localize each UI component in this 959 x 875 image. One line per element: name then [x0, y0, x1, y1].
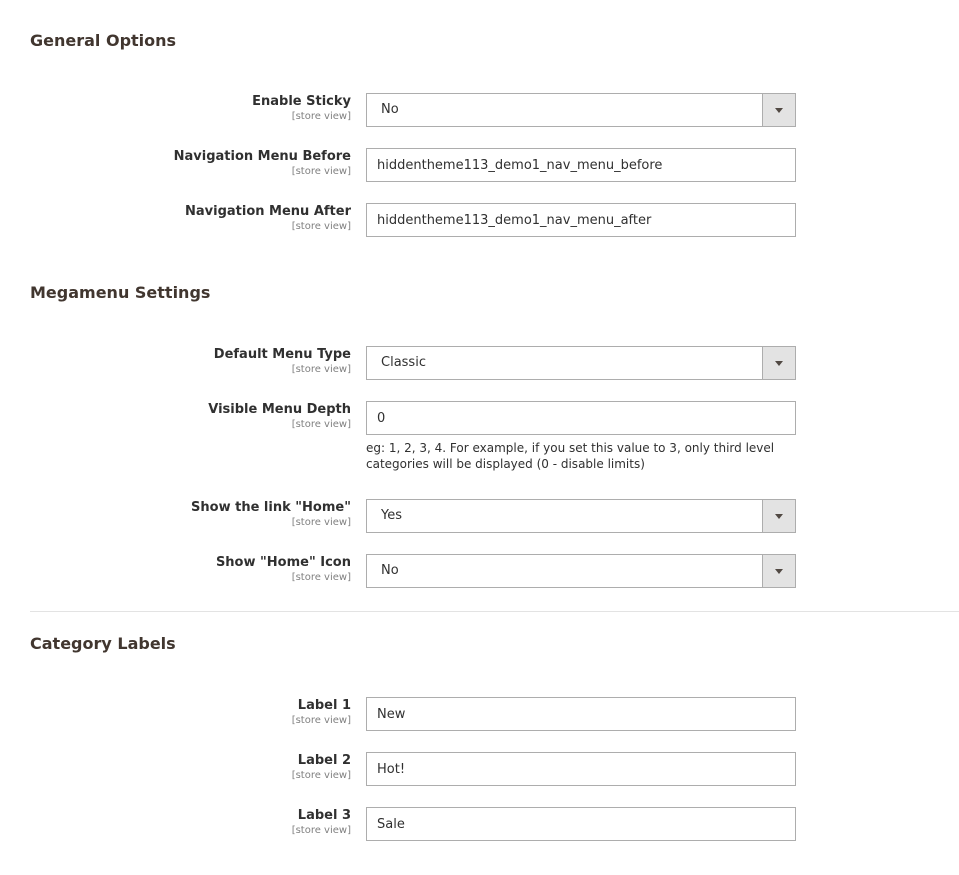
caret-down-icon	[775, 514, 783, 519]
enable-sticky-value: No	[381, 102, 399, 117]
select-toggle[interactable]	[762, 500, 795, 532]
field-row-nav-menu-after	[0, 203, 959, 237]
label-1-label: Label 1	[297, 698, 351, 713]
scope-label: [store view]	[291, 221, 351, 232]
default-menu-type-select[interactable]	[366, 346, 796, 380]
scope-label: [store view]	[291, 166, 351, 177]
field-label-group	[216, 554, 351, 584]
select-toggle[interactable]	[762, 555, 795, 587]
scope-label: [store view]	[291, 715, 351, 726]
nav-menu-after-input[interactable]	[366, 203, 796, 237]
field-label-group	[174, 148, 351, 178]
field-label-group	[292, 697, 351, 727]
label-1-input[interactable]	[366, 697, 796, 731]
scope-label: [store view]	[291, 770, 351, 781]
label-2-label: Label 2	[297, 753, 351, 768]
show-home-link-value: Yes	[381, 508, 402, 523]
field-label-group	[191, 499, 351, 529]
show-home-link-label: Show the link "Home"	[191, 500, 351, 515]
scope-label: [store view]	[291, 419, 351, 430]
nav-menu-before-input[interactable]	[366, 148, 796, 182]
field-label-group	[252, 93, 351, 123]
caret-down-icon	[775, 569, 783, 574]
enable-sticky-select[interactable]	[366, 93, 796, 127]
visible-menu-depth-label: Visible Menu Depth	[208, 402, 351, 417]
caret-down-icon	[775, 108, 783, 113]
label-3-label: Label 3	[297, 808, 351, 823]
field-row-label-2	[0, 752, 959, 786]
show-home-icon-label: Show "Home" Icon	[215, 555, 351, 570]
section-title-category-labels[interactable]: Category Labels	[30, 634, 176, 653]
field-row-enable-sticky	[0, 93, 959, 127]
select-toggle[interactable]	[762, 347, 795, 379]
label-3-input[interactable]	[366, 807, 796, 841]
field-row-label-3	[0, 807, 959, 841]
show-home-link-select[interactable]	[366, 499, 796, 533]
scope-label: [store view]	[291, 364, 351, 375]
field-row-nav-menu-before	[0, 148, 959, 182]
nav-menu-after-label: Navigation Menu After	[185, 204, 351, 219]
field-label-group	[185, 203, 351, 233]
field-label-group	[208, 401, 351, 431]
nav-menu-before-label: Navigation Menu Before	[173, 149, 351, 164]
section-title-megamenu-settings[interactable]: Megamenu Settings	[30, 283, 211, 302]
scope-label: [store view]	[291, 517, 351, 528]
section-divider	[30, 611, 959, 612]
field-label-group	[214, 346, 351, 376]
default-menu-type-value: Classic	[381, 355, 426, 370]
field-row-show-home-link	[0, 499, 959, 533]
scope-label: [store view]	[291, 111, 351, 122]
field-row-visible-menu-depth	[0, 401, 959, 435]
visible-menu-depth-note: eg: 1, 2, 3, 4. For example, if you set this value to 3, only third level categories will be displayed (0 - disable limits)	[366, 441, 775, 471]
field-label-group	[292, 807, 351, 837]
scope-label: [store view]	[291, 825, 351, 836]
show-home-icon-value: No	[381, 563, 399, 578]
default-menu-type-label: Default Menu Type	[213, 347, 351, 362]
show-home-icon-select[interactable]	[366, 554, 796, 588]
label-2-input[interactable]	[366, 752, 796, 786]
caret-down-icon	[775, 361, 783, 366]
enable-sticky-label: Enable Sticky	[252, 94, 351, 109]
field-row-label-1	[0, 697, 959, 731]
field-row-default-menu-type	[0, 346, 959, 380]
scope-label: [store view]	[291, 572, 351, 583]
field-row-show-home-icon	[0, 554, 959, 588]
select-toggle[interactable]	[762, 94, 795, 126]
field-label-group	[292, 752, 351, 782]
visible-menu-depth-input[interactable]	[366, 401, 796, 435]
section-title-general-options[interactable]: General Options	[30, 31, 177, 50]
